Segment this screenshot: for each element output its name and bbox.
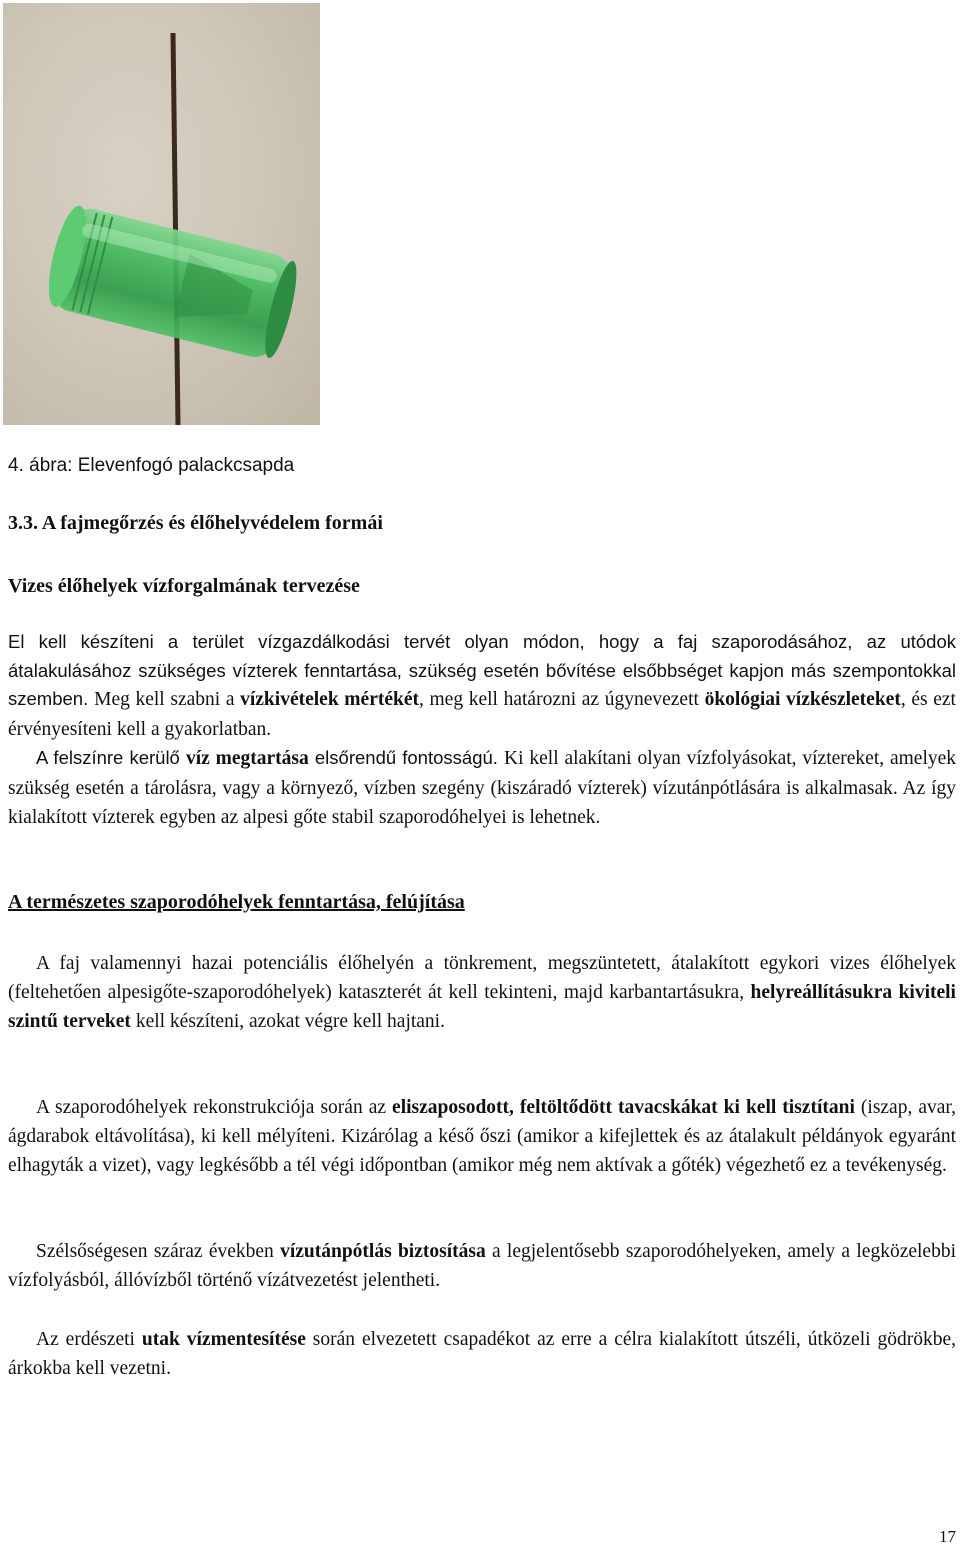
text-run: Az így kialakított vízterek egyben az alpesi gőte stabil szaporodóhelyei is lehetnek. xyxy=(8,777,956,828)
paragraph-road-drainage xyxy=(8,1325,956,1383)
bottle-trap-photo xyxy=(3,3,320,425)
text-run: , és ezt érvényesíteni kell a gyakorlatban. xyxy=(8,689,956,740)
text-run: elsőrendű fontosságú. xyxy=(308,747,505,768)
figure-caption: 4. ábra: Elevenfogó palackcsapda xyxy=(8,455,295,476)
text-run: Ki kell alakítani olyan vízfolyásokat, víztereket, amelyek szükség esetén a tárolásra, vagy a környező, vízben szegény (kiszáradó vízterek) vízutánpótlására is alkalmasak. xyxy=(8,748,957,799)
paragraph-water-supply xyxy=(8,1237,956,1295)
section-title: 3.3. A fajmegőrzés és élőhelyvédelem formái xyxy=(8,512,383,534)
paragraph-reconstruction xyxy=(8,1093,956,1180)
green-bottle xyxy=(41,202,303,363)
bottle-trap-illustration xyxy=(3,3,320,425)
text-run: Meg kell szabni a xyxy=(94,689,241,710)
bold-run: helyreállításukra kiviteli szintű terveket xyxy=(8,982,956,1032)
text-run: El kell készíteni a terület vízgazdálkodási tervét olyan módon, hogy a faj szaporodásához, az utódok átalakulásához szükséges vízterek fenntartása, szükség esetén bővítése elsőbbséget kapjon más szempontokkal szemben. xyxy=(8,631,956,709)
text-run: a legjelentősebb szaporodóhelyeken, amely a legközelebbi vízfolyásból, állóvízből történő vízátvezetést jelentheti. xyxy=(8,1241,956,1291)
bold-run: eliszaposodott, feltöltődött tavacskákat ki kell tisztítani xyxy=(392,1097,855,1118)
bold-run: vízkivételek mértékét xyxy=(240,689,419,710)
bold-run: ökológiai vízkészleteket xyxy=(704,689,901,710)
bold-run: utak vízmentesítése xyxy=(141,1329,306,1350)
text-run: kell készíteni, azokat végre kell hajtani. xyxy=(130,1011,445,1032)
subsection-title-breeding-sites: A természetes szaporodóhelyek fenntartása, felújítása xyxy=(8,891,465,913)
stick xyxy=(173,33,178,425)
bold-run: vízutánpótlás biztosítása xyxy=(280,1241,486,1262)
text-run: A felszínre kerülő xyxy=(36,747,186,768)
text-run: során elvezetett csapadékot az erre a célra kialakított útszéli, útközeli gödrökbe, árkokba kell vezetni. xyxy=(8,1329,956,1379)
text-run: A szaporodóhelyek rekonstrukciója során az xyxy=(36,1097,393,1118)
subsection-title-water: Vizes élőhelyek vízforgalmának tervezése xyxy=(8,575,360,597)
page-number: 17 xyxy=(939,1527,956,1546)
text-run: , meg kell határozni az úgynevezett xyxy=(419,689,705,710)
text-run: (iszap, avar, ágdarabok eltávolítása), ki kell mélyíteni. Kizárólag a késő őszi (amikor a kifejlettek és az átalakult példányok egyaránt elhagyták a vizet), vagy legkésőbb a tél végi időpontban (amikor még nem aktívak a gőték) végezhető ez a tevékenység. xyxy=(8,1097,956,1176)
bold-run: víz megtartása xyxy=(185,748,309,769)
text-run: Szélsőségesen száraz években xyxy=(36,1241,281,1262)
paragraph-water-management xyxy=(8,628,956,833)
paragraph-inventory xyxy=(8,949,956,1036)
text-run: Az erdészeti xyxy=(36,1329,142,1350)
text-run: A faj valamennyi hazai potenciális élőhelyén a tönkrement, megszüntetett, átalakított egykori vizes élőhelyek (feltehetően alpesigőte-szaporodóhelyek) kataszterét át kell tekinteni, majd karbantartásukra, xyxy=(8,953,956,1003)
